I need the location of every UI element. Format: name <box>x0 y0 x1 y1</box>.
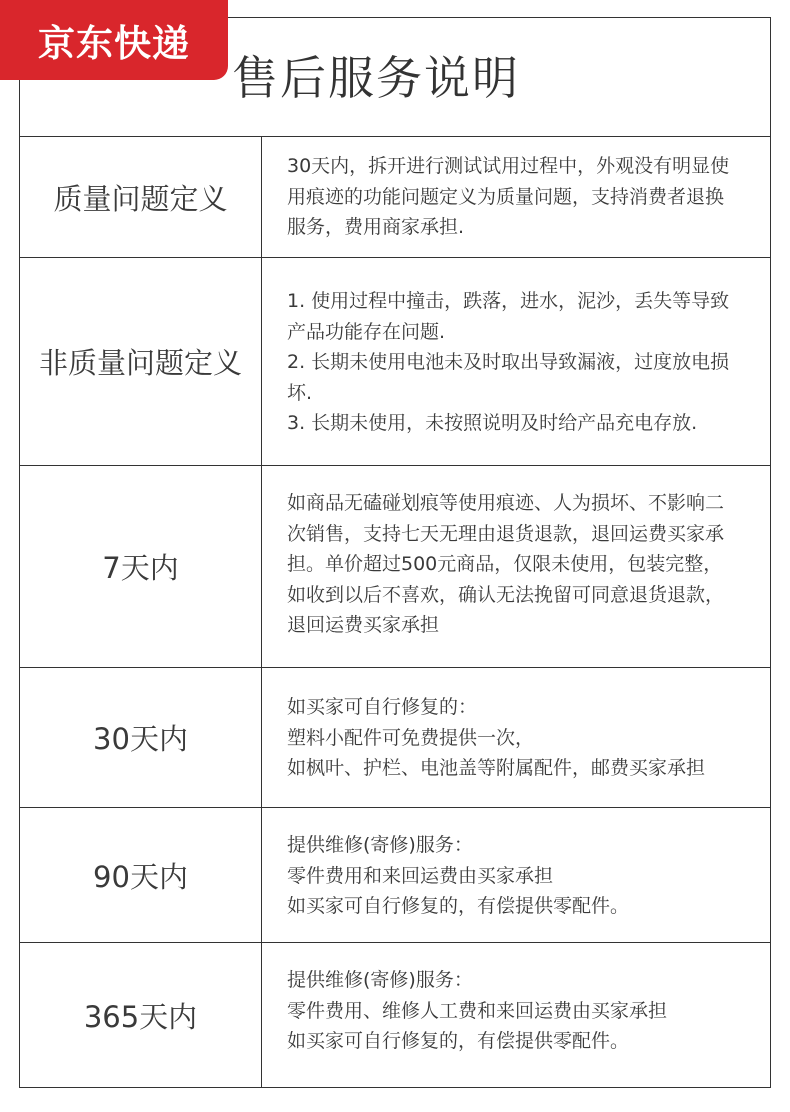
description-line: 次销售，支持七天无理由退货退款，退回运费买家承 <box>287 522 725 545</box>
jd-express-badge: 京东快递 <box>0 0 228 80</box>
page-title: 售后服务说明 <box>232 51 520 105</box>
description-line: 提供维修(寄修)服务： <box>287 834 473 856</box>
row-label: 365天内 <box>20 943 262 1087</box>
description-line: 零件费用和来回运费由买家承担 <box>287 864 554 887</box>
description-line: 如商品无磕碰划痕等使用痕迹、人为损坏、不影响二 <box>287 492 725 514</box>
row-7-days <box>20 466 770 668</box>
description-line: 1. 使用过程中撞击，跌落，进水，泥沙，丢失等导致 <box>287 290 730 312</box>
description-line: 用痕迹的功能问题定义为质量问题，支持消费者退换 <box>287 185 725 208</box>
row-label: 30天内 <box>20 668 262 807</box>
row-365-days <box>20 943 770 1087</box>
description-line: 3. 长期未使用，未按照说明及时给产品充电存放. <box>287 412 698 434</box>
row-description <box>262 466 770 667</box>
description-line: 提供维修(寄修)服务： <box>287 969 473 991</box>
description-line: 退回运费买家承担 <box>287 614 440 636</box>
row-90-days <box>20 808 770 943</box>
row-quality-issue <box>20 137 770 258</box>
row-label: 非质量问题定义 <box>20 258 262 465</box>
description-line: 坏. <box>287 381 313 404</box>
row-non-quality-issue <box>20 258 770 466</box>
description-line: 担。单价超过500元商品，仅限未使用，包装完整， <box>287 553 723 575</box>
row-description <box>262 943 770 1087</box>
description-line: 服务，费用商家承担. <box>287 216 465 238</box>
row-description <box>262 258 770 465</box>
description-line: 如买家可自行修复的： <box>287 696 478 718</box>
description-line: 如收到以后不喜欢，确认无法挽留可同意退货退款， <box>287 583 725 606</box>
row-description <box>262 668 770 807</box>
description-line: 塑料小配件可免费提供一次， <box>287 726 535 749</box>
row-description <box>262 137 770 257</box>
description-line: 2. 长期未使用电池未及时取出导致漏液，过度放电损 <box>287 351 730 373</box>
description-line: 如买家可自行修复的，有偿提供零配件。 <box>287 1030 630 1052</box>
row-label: 7天内 <box>20 466 262 667</box>
after-sales-table <box>19 17 771 1088</box>
description-line: 零件费用、维修人工费和来回运费由买家承担 <box>287 999 668 1022</box>
description-line: 如枫叶、护栏、电池盖等附属配件，邮费买家承担 <box>287 757 706 779</box>
description-line: 产品功能存在问题. <box>287 320 446 343</box>
row-30-days <box>20 668 770 808</box>
description-line: 30天内，拆开进行测试试用过程中，外观没有明显使 <box>287 155 730 177</box>
description-line: 如买家可自行修复的，有偿提供零配件。 <box>287 895 630 917</box>
row-label: 90天内 <box>20 808 262 942</box>
row-description <box>262 808 770 942</box>
row-label: 质量问题定义 <box>20 137 262 257</box>
